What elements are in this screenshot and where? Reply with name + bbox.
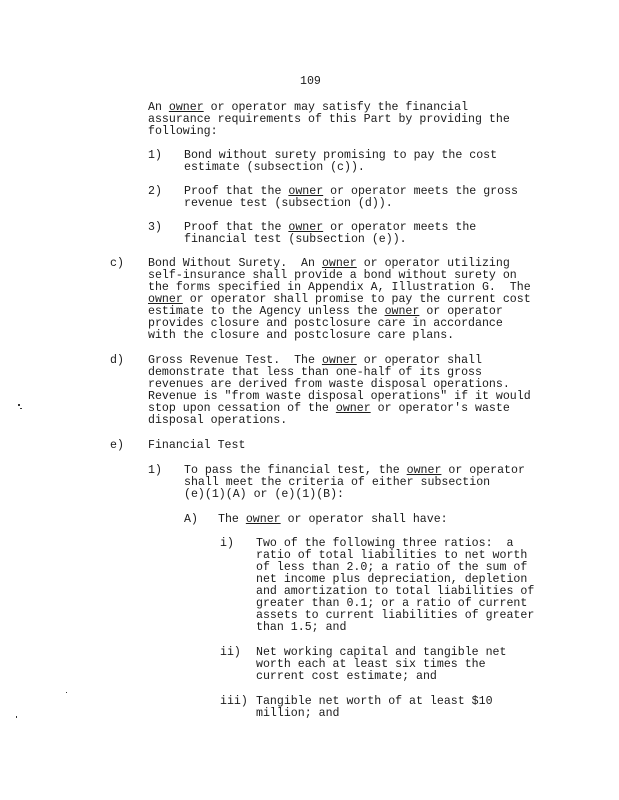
- roman-number: i): [220, 537, 234, 550]
- underlined-term: owner: [406, 464, 442, 477]
- scan-speck: [66, 692, 67, 693]
- section-line: owner or operator shall promise to pay the current cost: [148, 293, 531, 306]
- option-line: Bond without surety promising to pay the cost: [184, 149, 498, 162]
- item-line: (e)(1)(A) or (e)(1)(B):: [184, 488, 345, 501]
- option-number: 2): [148, 185, 162, 198]
- roman-line: current cost estimate; and: [256, 670, 437, 683]
- intro-line: following:: [148, 125, 218, 138]
- section-label: c): [110, 257, 124, 270]
- roman-number: iii): [220, 695, 248, 708]
- scan-speck: [20, 408, 22, 409]
- roman-line: assets to current liabilities of greater: [256, 609, 535, 622]
- roman-line: Net working capital and tangible net: [256, 646, 507, 659]
- section-line: Bond Without Surety. An owner or operator utilizing: [148, 257, 510, 270]
- section-line: stop upon cessation of the owner or operator's waste: [148, 402, 510, 415]
- roman-line: than 1.5; and: [256, 621, 347, 634]
- underlined-term: owner: [288, 221, 324, 234]
- option-number: 3): [148, 221, 162, 234]
- underlined-term: owner: [288, 185, 324, 198]
- underlined-term: owner: [384, 305, 420, 318]
- option-line: estimate (subsection (c)).: [184, 161, 365, 174]
- item-line: To pass the financial test, the owner or operator: [184, 464, 525, 477]
- roman-line: ratio of total liabilities to net worth: [256, 549, 528, 562]
- section-title: Financial Test: [148, 439, 246, 452]
- page-number: 109: [300, 75, 321, 88]
- section-line: estimate to the Agency unless the owner or operator: [148, 305, 503, 318]
- underlined-term: owner: [335, 402, 371, 415]
- underlined-term: owner: [168, 101, 204, 114]
- subitem-text: The owner or operator shall have:: [218, 513, 448, 526]
- roman-line: million; and: [256, 707, 340, 720]
- intro-line: assurance requirements of this Part by providing the: [148, 113, 510, 126]
- option-line: Proof that the owner or operator meets the gross: [184, 185, 518, 198]
- underlined-term: owner: [321, 354, 357, 367]
- section-line: the forms specified in Appendix A, Illustration G. The: [148, 281, 531, 294]
- roman-line: net income plus depreciation, depletion: [256, 573, 528, 586]
- section-line: disposal operations.: [148, 414, 288, 427]
- section-line: revenues are derived from waste disposal operations.: [148, 378, 510, 391]
- roman-line: Two of the following three ratios: a: [256, 537, 514, 550]
- roman-line: of less than 2.0; a ratio of the sum of: [256, 561, 528, 574]
- underlined-term: owner: [148, 293, 183, 306]
- underlined-term: owner: [245, 513, 281, 526]
- roman-line: Tangible net worth of at least $10: [256, 695, 493, 708]
- section-label: d): [110, 354, 124, 367]
- section-line: provides closure and postclosure care in accordance: [148, 317, 503, 330]
- option-line: Proof that the owner or operator meets the: [184, 221, 477, 234]
- subitem-number: A): [184, 513, 198, 526]
- section-line: Gross Revenue Test. The owner or operator shall: [148, 354, 482, 367]
- section-label: e): [110, 439, 124, 452]
- roman-line: worth each at least six times the: [256, 658, 486, 671]
- item-line: shall meet the criteria of either subsection: [184, 476, 491, 489]
- roman-line: greater than 0.1; or a ratio of current: [256, 597, 528, 610]
- scan-speck: [18, 404, 20, 406]
- roman-line: and amortization to total liabilities of: [256, 585, 535, 598]
- underlined-term: owner: [321, 257, 357, 270]
- item-number: 1): [148, 464, 162, 477]
- option-line: financial test (subsection (e)).: [184, 233, 407, 246]
- roman-number: ii): [220, 646, 241, 659]
- scan-speck: [16, 716, 17, 718]
- section-line: demonstrate that less than one-half of its gross: [148, 366, 482, 379]
- option-line: revenue test (subsection (d)).: [184, 197, 393, 210]
- section-line: Revenue is "from waste disposal operations" if it would: [148, 390, 531, 403]
- section-line: with the closure and postclosure care plans.: [148, 329, 455, 342]
- option-number: 1): [148, 149, 162, 162]
- section-line: self-insurance shall provide a bond without surety on: [148, 269, 517, 282]
- intro-line: An owner or operator may satisfy the financial: [148, 101, 469, 114]
